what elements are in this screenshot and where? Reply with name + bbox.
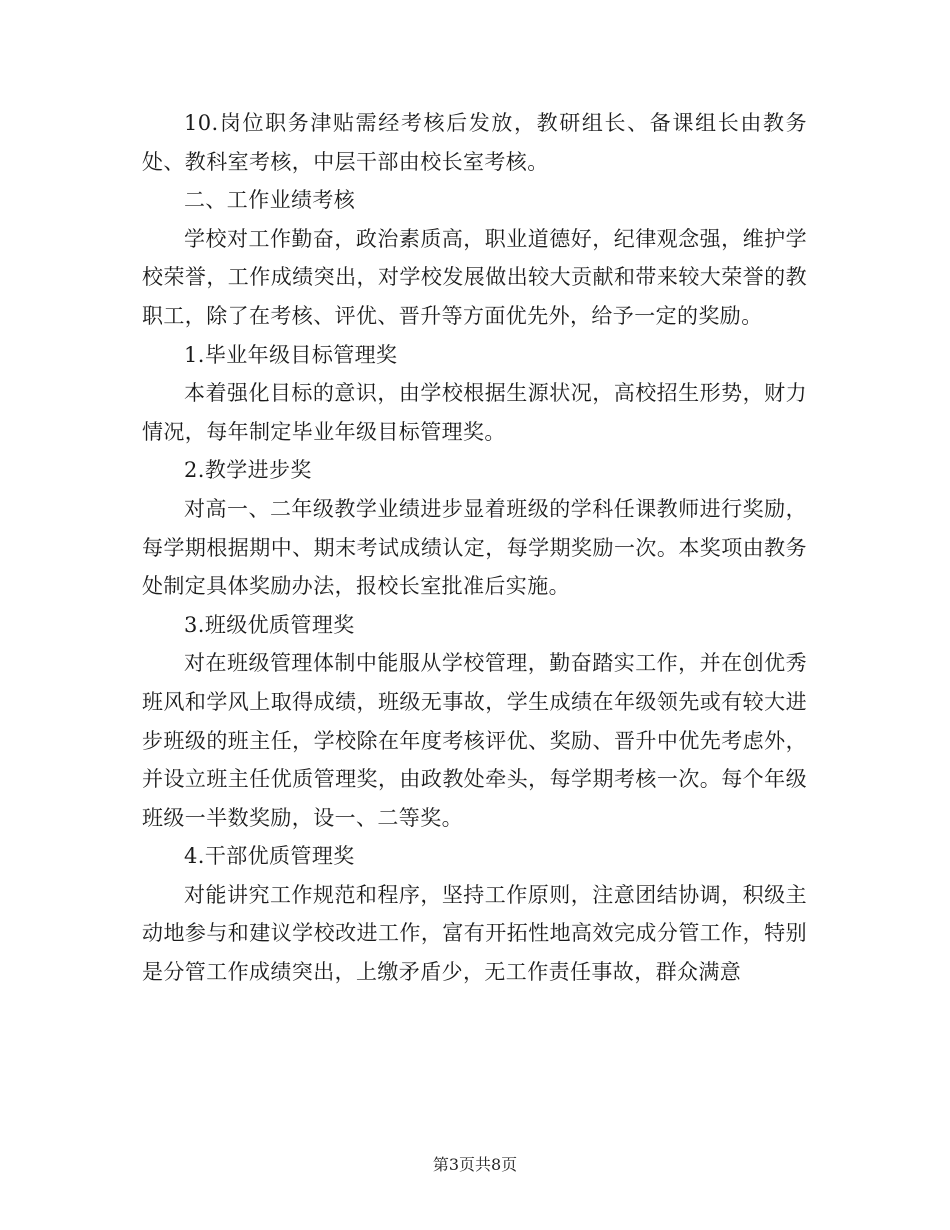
paragraph-1: 10.岗位职务津贴需经考核后发放，教研组长、备课组长由教务处、教科室考核，中层干部由校长室考核。	[142, 111, 807, 174]
subheading-cadre-management-award: 4.干部优质管理奖	[184, 844, 355, 869]
paragraph-6: 对能讲究工作规范和程序，坚持工作原则，注意团结协调，积级主动地参与和建议学校改进工作，富有开拓性地高效完成分管工作，特别是分管工作成绩突出，上缴矛盾少，无工作责任事故，群众满意	[142, 882, 807, 985]
paragraph-4: 对高一、二年级教学业绩进步显着班级的学科任课教师进行奖励，每学期根据期中、期末考试成绩认定，每学期奖励一次。本奖项由教务处制定具体奖励办法，报校长室批准后实施。	[142, 496, 807, 599]
paragraph-2: 学校对工作勤奋，政治素质高，职业道德好，纪律观念强，维护学校荣誉，工作成绩突出，对学校发展做出较大贡献和带来较大荣誉的教职工，除了在考核、评优、晋升等方面优先外，给予一定的奖励。	[142, 226, 807, 328]
subheading-class-management-award: 3.班级优质管理奖	[184, 612, 355, 637]
page-number: 第3页共8页	[432, 1155, 518, 1174]
document-body	[142, 104, 807, 992]
section-heading-work-performance: 二、工作业绩考核	[184, 188, 356, 213]
paragraph-5: 对在班级管理体制中能服从学校管理，勤奋踏实工作，并在创优秀班风和学风上取得成绩，班级无事故，学生成绩在年级领先或有较大进步班级的班主任，学校除在年度考核评优、奖励、晋升中优先考虑外，并设立班主任优质管理奖，由政教处牵头，每学期考核一次。每个年级班级一半数奖励，设一、二等奖。	[142, 651, 807, 830]
paragraph-3: 本着强化目标的意识，由学校根据生源状况，高校招生形势，财力情况，每年制定毕业年级目标管理奖。	[142, 381, 807, 444]
subheading-teaching-progress-award: 2.教学进步奖	[184, 458, 312, 483]
subheading-graduation-award: 1.毕业年级目标管理奖	[184, 342, 398, 367]
